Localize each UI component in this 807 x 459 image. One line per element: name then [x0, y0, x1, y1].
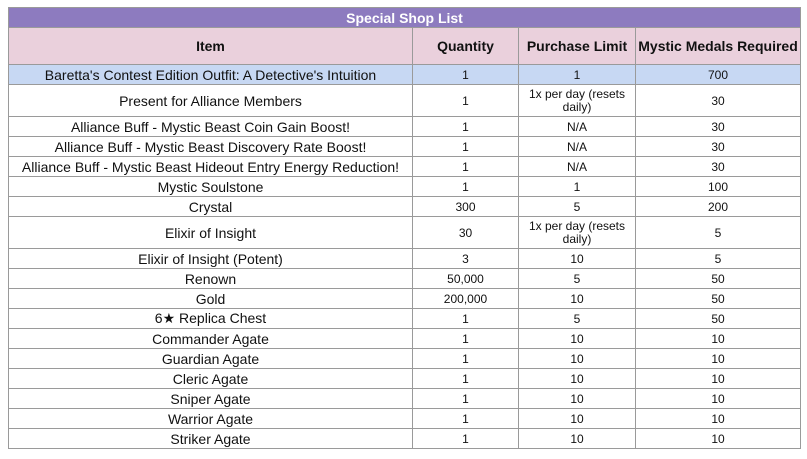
header-quantity: Quantity [413, 28, 519, 65]
table-row [9, 309, 801, 329]
table-row [9, 389, 801, 409]
table-row [9, 409, 801, 429]
item-cell: Warrior Agate [9, 409, 413, 429]
purchase-limit-cell: 1 [519, 177, 636, 197]
table-row [9, 249, 801, 269]
item-cell: Elixir of Insight (Potent) [9, 249, 413, 269]
medals-cell: 30 [636, 117, 801, 137]
purchase-limit-cell: N/A [519, 157, 636, 177]
table-row [9, 289, 801, 309]
medals-cell: 50 [636, 309, 801, 329]
quantity-cell: 1 [413, 137, 519, 157]
quantity-cell: 1 [413, 157, 519, 177]
table-row [9, 269, 801, 289]
item-cell: Present for Alliance Members [9, 85, 413, 117]
medals-cell: 200 [636, 197, 801, 217]
table-row [9, 369, 801, 389]
purchase-limit-cell: 1x per day (resets daily) [519, 217, 636, 249]
purchase-limit-cell: 10 [519, 429, 636, 449]
quantity-cell: 1 [413, 85, 519, 117]
purchase-limit-cell: 10 [519, 349, 636, 369]
table-header-row [9, 28, 801, 65]
medals-cell: 30 [636, 157, 801, 177]
special-shop-table [8, 7, 801, 449]
medals-cell: 10 [636, 349, 801, 369]
medals-cell: 10 [636, 429, 801, 449]
medals-cell: 50 [636, 269, 801, 289]
table-title-row [9, 8, 801, 28]
quantity-cell: 1 [413, 117, 519, 137]
item-cell: Mystic Soulstone [9, 177, 413, 197]
purchase-limit-cell: 5 [519, 197, 636, 217]
purchase-limit-cell: 10 [519, 289, 636, 309]
quantity-cell: 1 [413, 389, 519, 409]
medals-cell: 10 [636, 409, 801, 429]
table-row [9, 217, 801, 249]
quantity-cell: 30 [413, 217, 519, 249]
table-row [9, 157, 801, 177]
quantity-cell: 1 [413, 369, 519, 389]
table-row [9, 349, 801, 369]
medals-cell: 10 [636, 389, 801, 409]
item-cell: Commander Agate [9, 329, 413, 349]
medals-cell: 30 [636, 85, 801, 117]
medals-cell: 10 [636, 369, 801, 389]
purchase-limit-cell: 1x per day (resets daily) [519, 85, 636, 117]
medals-cell: 5 [636, 249, 801, 269]
purchase-limit-cell: N/A [519, 117, 636, 137]
table-row [9, 329, 801, 349]
quantity-cell: 1 [413, 309, 519, 329]
table-row [9, 85, 801, 117]
purchase-limit-cell: 1 [519, 65, 636, 85]
item-cell: 6★ Replica Chest [9, 309, 413, 329]
purchase-limit-cell: 10 [519, 329, 636, 349]
item-cell: Baretta's Contest Edition Outfit: A Detective's Intuition [9, 65, 413, 85]
purchase-limit-cell: 10 [519, 369, 636, 389]
header-mystic-medals: Mystic Medals Required [636, 28, 801, 65]
item-cell: Renown [9, 269, 413, 289]
medals-cell: 10 [636, 329, 801, 349]
item-cell: Alliance Buff - Mystic Beast Coin Gain Boost! [9, 117, 413, 137]
purchase-limit-cell: 10 [519, 409, 636, 429]
purchase-limit-cell: N/A [519, 137, 636, 157]
item-cell: Crystal [9, 197, 413, 217]
item-cell: Guardian Agate [9, 349, 413, 369]
purchase-limit-cell: 5 [519, 269, 636, 289]
header-item: Item [9, 28, 413, 65]
purchase-limit-cell: 5 [519, 309, 636, 329]
header-purchase-limit: Purchase Limit [519, 28, 636, 65]
quantity-cell: 1 [413, 409, 519, 429]
quantity-cell: 1 [413, 329, 519, 349]
quantity-cell: 200,000 [413, 289, 519, 309]
quantity-cell: 3 [413, 249, 519, 269]
table-row [9, 117, 801, 137]
item-cell: Cleric Agate [9, 369, 413, 389]
item-cell: Elixir of Insight [9, 217, 413, 249]
quantity-cell: 1 [413, 65, 519, 85]
quantity-cell: 1 [413, 429, 519, 449]
quantity-cell: 1 [413, 177, 519, 197]
table-row [9, 137, 801, 157]
item-cell: Alliance Buff - Mystic Beast Hideout Entry Energy Reduction! [9, 157, 413, 177]
table-title: Special Shop List [9, 8, 801, 28]
purchase-limit-cell: 10 [519, 249, 636, 269]
table-row [9, 177, 801, 197]
quantity-cell: 300 [413, 197, 519, 217]
medals-cell: 700 [636, 65, 801, 85]
item-cell: Gold [9, 289, 413, 309]
medals-cell: 5 [636, 217, 801, 249]
medals-cell: 50 [636, 289, 801, 309]
quantity-cell: 1 [413, 349, 519, 369]
item-cell: Alliance Buff - Mystic Beast Discovery Rate Boost! [9, 137, 413, 157]
purchase-limit-cell: 10 [519, 389, 636, 409]
item-cell: Striker Agate [9, 429, 413, 449]
item-cell: Sniper Agate [9, 389, 413, 409]
medals-cell: 100 [636, 177, 801, 197]
medals-cell: 30 [636, 137, 801, 157]
table-row [9, 197, 801, 217]
table-row [9, 65, 801, 85]
table-row [9, 429, 801, 449]
quantity-cell: 50,000 [413, 269, 519, 289]
